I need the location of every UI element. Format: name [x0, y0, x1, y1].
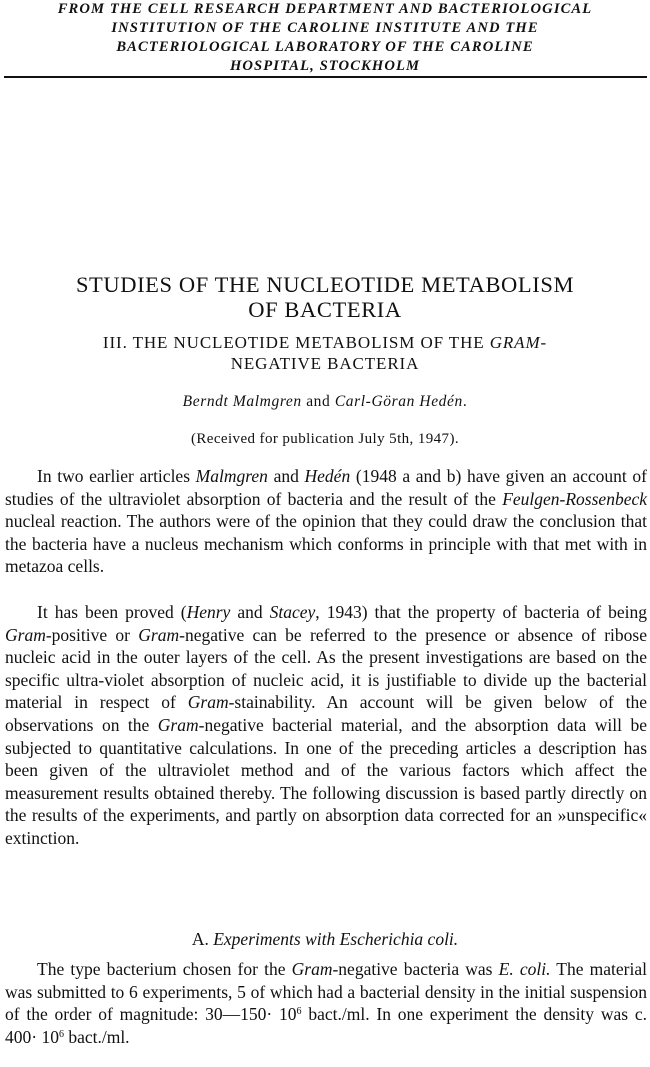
header-line: HOSPITAL, STOCKHOLM: [229, 58, 421, 74]
subtitle-line: [0, 332, 650, 353]
author-conjunction: and: [301, 393, 335, 410]
section-title: Experiments with Escherichia coli.: [213, 929, 459, 949]
institution-header: [0, 0, 650, 76]
title-line: OF BACTERIA: [248, 297, 402, 322]
header-line: INSTITUTION OF THE CAROLINE INSTITUTE AND THE: [111, 20, 539, 36]
subtitle-text: III. THE NUCLEOTIDE METABOLISM OF THE: [102, 333, 490, 352]
authors: [0, 392, 650, 412]
author-name: Carl-Göran Hedén: [334, 393, 463, 410]
subtitle-italic: GRAM: [489, 333, 541, 352]
header-line: FROM THE CELL RESEARCH DEPARTMENT AND BACTERIOLOGICAL: [57, 1, 593, 17]
paragraph-text: It has been proved (Henry and Stacey, 1943) that the property of bacteria of being Gram-positive or Gram-negative can be referred to the presence or absence of ribose nucleic acid in the outer layers of the cell. As the present investigations are based on the specific ultra-violet absorption of nucleic acid, it is justifiable to divide up the bacterial material in respect of Gram-stainability. An account will be given below of the observations on the Gram-negative bacterial material, and the absorption data will be subjected to quantitative calculations. In one of the preceding articles a description has been given of the ultraviolet method and of the various factors which affect the measurement results obtained thereby. The following discussion is based partly directly on the results of the experiments, and partly on absorption data corrected for an »unspecific« extinction.: [5, 602, 647, 848]
header-rule: [4, 76, 647, 78]
received-date: (Received for publication July 5th, 1947).: [191, 431, 459, 447]
subtitle-line: NEGATIVE BACTERIA: [230, 354, 420, 373]
body-paragraph: [5, 465, 647, 578]
author-name: Berndt Malmgren: [182, 393, 302, 410]
header-line: BACTERIOLOGICAL LABORATORY OF THE CAROLINE: [116, 39, 534, 55]
subtitle-hyphen: -: [540, 333, 548, 352]
section-heading: [0, 928, 650, 950]
body-paragraph: [5, 958, 647, 1048]
section-prefix: A.: [191, 929, 214, 949]
title-line: STUDIES OF THE NUCLEOTIDE METABOLISM: [75, 272, 575, 297]
article-title: [0, 272, 650, 322]
paragraph-text: The type bacterium chosen for the Gram-negative bacteria was E. coli. The material was submitted to 6 experiments, 5 of which had a bacterial density in the initial suspension of the order of magnitude: 30—150· $10^6$ bact./ml. In one experiment the density was c. $400\cdot 10^6$ bact./ml.: [5, 959, 647, 1047]
author-end: .: [462, 393, 468, 410]
body-paragraph: [5, 601, 647, 850]
paragraph-text: In two earlier articles Malmgren and Hedén (1948 a and b) have given an account of studies of the ultraviolet absorption of bacteria and the result of the Feulgen-Rossenbeck nucleal reaction. The authors were of the opinion that they could draw the conclusion that the bacteria have a nucleus mechanism which conforms in principle with that met with in metazoa cells.: [5, 466, 647, 577]
article-subtitle: [0, 332, 650, 374]
